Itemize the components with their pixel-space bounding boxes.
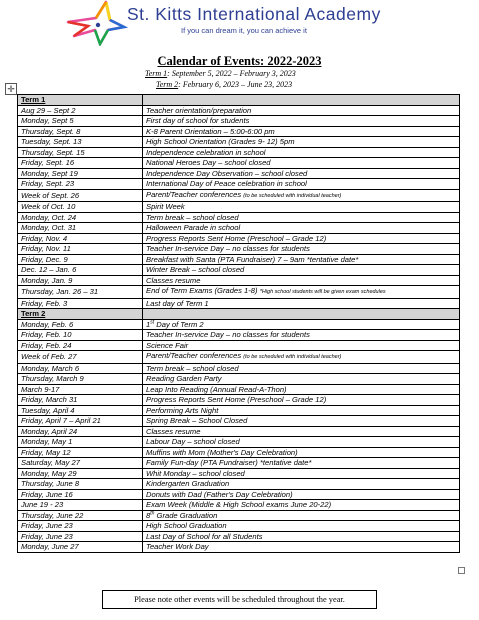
event-description bbox=[143, 105, 460, 116]
table-row bbox=[18, 351, 460, 364]
event-text: Labour Day – school closed bbox=[146, 437, 240, 446]
table-row bbox=[18, 531, 460, 542]
table-row bbox=[18, 521, 460, 532]
event-date: Friday, May 12 bbox=[18, 447, 143, 458]
event-date: Tuesday, April 4 bbox=[18, 405, 143, 416]
event-date: Friday, April 7 – April 21 bbox=[18, 416, 143, 427]
table-row bbox=[18, 223, 460, 234]
table-row bbox=[18, 510, 460, 521]
event-description bbox=[143, 351, 460, 364]
table-row bbox=[18, 116, 460, 127]
event-date: Tuesday, Sept. 13 bbox=[18, 137, 143, 148]
event-ordinal: 8 bbox=[146, 510, 151, 520]
table-row bbox=[18, 447, 460, 458]
event-date: Thursday, Sept. 8 bbox=[18, 126, 143, 137]
event-text: Parent/Teacher conferences bbox=[146, 189, 242, 199]
event-description bbox=[143, 542, 460, 553]
event-text: Progress Reports Sent Home (Preschool – Grade 12) bbox=[146, 395, 327, 404]
event-description bbox=[143, 363, 460, 374]
table-row bbox=[18, 202, 460, 213]
event-text: Term break – school closed bbox=[146, 363, 239, 373]
event-date: Thursday, June 8 bbox=[18, 479, 143, 490]
event-note: *High school students will be given exam schedules bbox=[259, 289, 386, 295]
table-row bbox=[18, 298, 460, 309]
event-text: Independence Day Observation – school closed bbox=[146, 168, 308, 178]
event-description bbox=[143, 479, 460, 490]
event-text: Exam Week (Middle & High School exams June 20-22) bbox=[146, 500, 332, 509]
event-date: Monday, Sept 5 bbox=[18, 116, 143, 127]
event-description bbox=[143, 202, 460, 213]
event-date: Monday, May 29 bbox=[18, 468, 143, 479]
table-row bbox=[18, 126, 460, 137]
event-note: (to be scheduled with individual teacher) bbox=[243, 354, 342, 360]
event-text: Winter Break – school closed bbox=[146, 265, 245, 274]
table-row bbox=[18, 500, 460, 511]
table-row bbox=[18, 468, 460, 479]
event-description bbox=[143, 426, 460, 437]
event-date: Friday, March 31 bbox=[18, 395, 143, 406]
event-text: Family Fun-day (PTA Fundraiser) *tentative date* bbox=[146, 458, 312, 467]
event-date: Monday, Jan. 9 bbox=[18, 275, 143, 286]
table-row bbox=[18, 479, 460, 490]
event-description bbox=[143, 458, 460, 469]
event-date: Monday, June 27 bbox=[18, 542, 143, 553]
table-row bbox=[18, 137, 460, 148]
event-description bbox=[143, 254, 460, 265]
event-text: Grade Graduation bbox=[156, 510, 218, 520]
event-text: First day of school for students bbox=[146, 116, 250, 125]
event-description bbox=[143, 126, 460, 137]
event-description bbox=[143, 233, 460, 244]
table-row bbox=[18, 189, 460, 202]
table-row bbox=[18, 275, 460, 286]
event-description bbox=[143, 116, 460, 127]
event-date: Friday, Dec. 9 bbox=[18, 254, 143, 265]
event-text: Spring Break – School Closed bbox=[146, 416, 248, 425]
term2-dates-line bbox=[156, 80, 292, 89]
event-date: Friday, Feb. 10 bbox=[18, 330, 143, 341]
event-description bbox=[143, 223, 460, 234]
event-date: Friday, Nov. 11 bbox=[18, 244, 143, 255]
event-text: Term break – school closed bbox=[146, 212, 239, 222]
event-date: Friday, June 16 bbox=[18, 489, 143, 500]
event-date: Thursday, Sept. 15 bbox=[18, 147, 143, 158]
table-row bbox=[18, 265, 460, 276]
event-text: K-8 Parent Orientation – 5:00-6:00 pm bbox=[146, 126, 275, 136]
table-row bbox=[18, 340, 460, 351]
event-text: Science Fair bbox=[146, 340, 189, 350]
event-description bbox=[143, 437, 460, 448]
event-date: Monday, Sept 19 bbox=[18, 168, 143, 179]
event-date: Dec. 12 – Jan. 6 bbox=[18, 265, 143, 276]
event-description bbox=[143, 244, 460, 255]
event-description bbox=[143, 374, 460, 385]
event-ordinal-suffix: th bbox=[150, 510, 155, 516]
table-row bbox=[18, 489, 460, 500]
event-text: Reading Garden Party bbox=[146, 374, 222, 383]
event-text: Leap Into Reading (Annual Read-A-Thon) bbox=[146, 384, 287, 394]
event-text: Teacher In-service Day – no classes for students bbox=[146, 244, 310, 253]
event-text: Day of Term 2 bbox=[156, 319, 204, 329]
event-text: International Day of Peace celebration in school bbox=[146, 179, 307, 188]
event-date: Friday, Feb. 24 bbox=[18, 340, 143, 351]
event-description bbox=[143, 137, 460, 148]
table-row bbox=[18, 363, 460, 374]
table-row bbox=[18, 330, 460, 341]
event-text: Halloween Parade in school bbox=[146, 223, 241, 232]
event-ordinal: 1 bbox=[146, 319, 151, 329]
event-description bbox=[143, 179, 460, 190]
event-text: Whit Monday – school closed bbox=[146, 468, 245, 478]
table-row bbox=[18, 286, 460, 299]
event-text: Independence celebration in school bbox=[146, 147, 266, 157]
table-row bbox=[18, 212, 460, 223]
event-date: Monday, Feb. 6 bbox=[18, 319, 143, 330]
term-header-blank bbox=[143, 95, 460, 106]
event-date: Week of Feb. 27 bbox=[18, 351, 143, 364]
event-date: Monday, Oct. 24 bbox=[18, 212, 143, 223]
event-description bbox=[143, 330, 460, 341]
table-row bbox=[18, 319, 460, 330]
event-text: Breakfast with Santa (PTA Fundraiser) 7 – 9am *tentative date* bbox=[146, 254, 359, 264]
page-title: Calendar of Events: 2022-2023 bbox=[157, 54, 322, 68]
star-logo-icon bbox=[60, 0, 130, 46]
event-description bbox=[143, 521, 460, 532]
term-header-blank bbox=[143, 309, 460, 320]
event-date: Friday, Sept. 16 bbox=[18, 158, 143, 169]
event-date: Thursday, June 22 bbox=[18, 510, 143, 521]
event-date: June 19 - 23 bbox=[18, 500, 143, 511]
footer-note: Please note other events will be scheduled throughout the year. bbox=[102, 590, 377, 609]
event-date: Friday, Feb. 3 bbox=[18, 298, 143, 309]
event-text: Kindergarten Graduation bbox=[146, 479, 230, 488]
term-header-label: Term 2 bbox=[18, 309, 143, 320]
event-description bbox=[143, 189, 460, 202]
event-description bbox=[143, 340, 460, 351]
table-row bbox=[18, 158, 460, 169]
event-description bbox=[143, 286, 460, 299]
event-date: Friday, Nov. 4 bbox=[18, 233, 143, 244]
table-row bbox=[18, 426, 460, 437]
event-ordinal-suffix: st bbox=[150, 319, 155, 325]
table-row bbox=[18, 458, 460, 469]
table-row bbox=[18, 542, 460, 553]
event-description bbox=[143, 265, 460, 276]
events-table bbox=[17, 94, 460, 553]
school-name: St. Kitts International Academy bbox=[127, 4, 381, 24]
event-description bbox=[143, 212, 460, 223]
table-row bbox=[18, 254, 460, 265]
event-text: Teacher Work Day bbox=[146, 542, 209, 551]
table-row bbox=[18, 384, 460, 395]
event-text: Progress Reports Sent Home (Preschool – Grade 12) bbox=[146, 233, 327, 243]
event-text: High School Orientation (Grades 9- 12) 5pm bbox=[146, 137, 295, 146]
event-text: Donuts with Dad (Father's Day Celebration) bbox=[146, 489, 293, 499]
term-header-row bbox=[18, 309, 460, 320]
table-row bbox=[18, 395, 460, 406]
term1-dates-line bbox=[145, 69, 296, 78]
event-text: Spirit Week bbox=[146, 202, 185, 211]
move-handle-icon[interactable]: ✛ bbox=[5, 83, 17, 95]
event-text: Parent/Teacher conferences bbox=[146, 351, 242, 360]
table-row bbox=[18, 168, 460, 179]
table-row bbox=[18, 416, 460, 427]
event-description bbox=[143, 510, 460, 521]
event-text: National Heroes Day – school closed bbox=[146, 158, 271, 167]
table-row bbox=[18, 233, 460, 244]
event-date: Saturday, May 27 bbox=[18, 458, 143, 469]
table-row bbox=[18, 405, 460, 416]
event-text: Classes resume bbox=[146, 426, 201, 436]
event-description bbox=[143, 468, 460, 479]
event-date: Friday, Sept. 23 bbox=[18, 179, 143, 190]
event-date: Monday, April 24 bbox=[18, 426, 143, 437]
event-description bbox=[143, 395, 460, 406]
event-date: Week of Oct. 10 bbox=[18, 202, 143, 213]
event-description bbox=[143, 489, 460, 500]
term2-dates: : February 6, 2023 – June 23, 2023 bbox=[178, 80, 293, 89]
event-date: Friday, June 23 bbox=[18, 521, 143, 532]
event-text: Teacher In-service Day – no classes for students bbox=[146, 330, 310, 339]
resize-handle[interactable] bbox=[458, 567, 465, 574]
event-text: Performing Arts Night bbox=[146, 405, 219, 415]
term1-label: Term 1 bbox=[145, 69, 168, 78]
event-text: Last Day of School for all Students bbox=[146, 531, 263, 541]
event-note: (to be scheduled with individual teacher) bbox=[243, 192, 342, 199]
event-text: End of Term Exams (Grades 1-8) bbox=[146, 286, 258, 295]
event-description bbox=[143, 319, 460, 330]
event-date: Thursday, March 9 bbox=[18, 374, 143, 385]
event-date: Monday, Oct. 31 bbox=[18, 223, 143, 234]
school-tagline: If you can dream it, you can achieve it bbox=[181, 26, 307, 35]
event-description bbox=[143, 158, 460, 169]
event-date: Monday, March 6 bbox=[18, 363, 143, 374]
table-row bbox=[18, 374, 460, 385]
event-date: Aug 29 – Sept 2 bbox=[18, 105, 143, 116]
event-description bbox=[143, 405, 460, 416]
event-date: Monday, May 1 bbox=[18, 437, 143, 448]
event-description bbox=[143, 147, 460, 158]
event-date: Friday, June 23 bbox=[18, 531, 143, 542]
event-description bbox=[143, 384, 460, 395]
event-date: March 9-17 bbox=[18, 384, 143, 395]
table-row bbox=[18, 179, 460, 190]
event-date: Week of Sept. 26 bbox=[18, 189, 143, 202]
event-text: Teacher orientation/preparation bbox=[146, 105, 252, 115]
event-description bbox=[143, 168, 460, 179]
event-description bbox=[143, 447, 460, 458]
table-row bbox=[18, 244, 460, 255]
event-text: High School Graduation bbox=[146, 521, 227, 530]
table-row bbox=[18, 147, 460, 158]
event-description bbox=[143, 416, 460, 427]
event-text: Last day of Term 1 bbox=[146, 298, 209, 308]
term-header-label: Term 1 bbox=[18, 95, 143, 106]
term-header-row bbox=[18, 95, 460, 106]
event-description bbox=[143, 298, 460, 309]
event-text: Muffins with Mom (Mother's Day Celebration) bbox=[146, 447, 298, 457]
term2-label: Term 2 bbox=[156, 80, 179, 89]
table-row bbox=[18, 437, 460, 448]
event-description bbox=[143, 531, 460, 542]
event-text: Classes resume bbox=[146, 275, 201, 285]
table-row bbox=[18, 105, 460, 116]
event-date: Thursday, Jan. 26 – 31 bbox=[18, 286, 143, 299]
event-description bbox=[143, 275, 460, 286]
term1-dates: : September 5, 2022 – February 3, 2023 bbox=[167, 69, 296, 78]
event-description bbox=[143, 500, 460, 511]
